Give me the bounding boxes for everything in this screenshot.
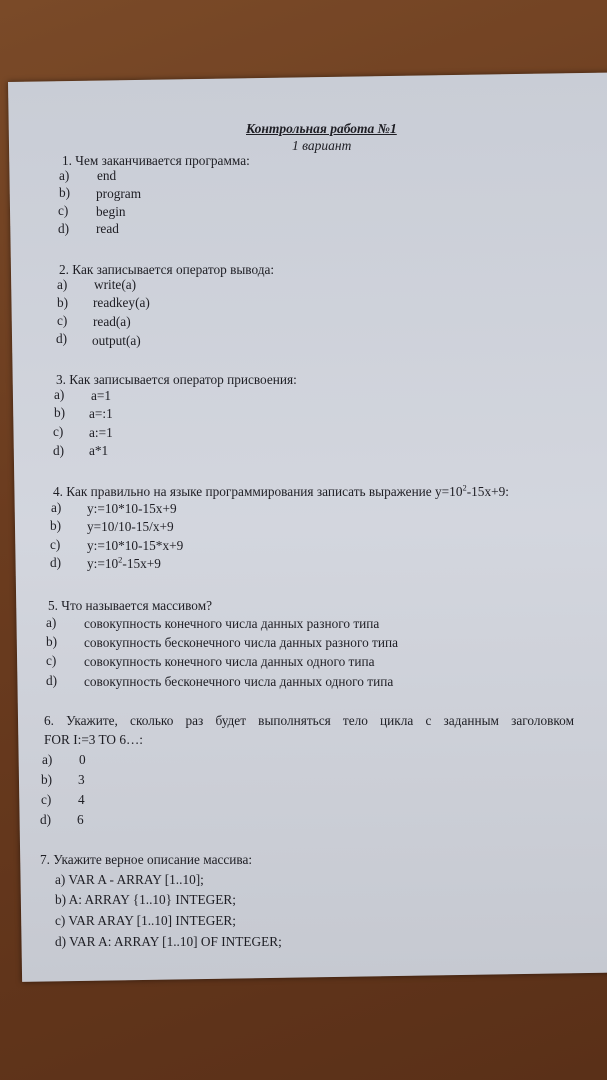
q1-option-b: program	[96, 186, 142, 201]
q4-letter-b: b)	[50, 518, 62, 533]
q7-option-b: b) A: ARRAY {1..10} INTEGER;	[55, 892, 236, 907]
q1-letter-c: c)	[58, 203, 69, 218]
q5-option-b: совокупность бесконечного числа данных разного типа	[84, 635, 398, 650]
q4-option-c: y:=10*10-15*x+9	[87, 538, 184, 553]
question-6-line2: FOR I:=3 TO 6…:	[44, 732, 143, 747]
q2-letter-d: d)	[56, 331, 68, 346]
q3-option-b: a=:1	[89, 406, 113, 421]
q4-option-b: y=10/10-15/x+9	[87, 519, 174, 534]
q6-option-c: 4	[78, 792, 85, 807]
q6-letter-a: a)	[42, 752, 53, 767]
q6-letter-d: d)	[40, 812, 52, 827]
q2-option-d: output(a)	[92, 333, 141, 348]
q3-letter-c: c)	[53, 424, 64, 439]
q6-letter-b: b)	[41, 772, 53, 787]
q3-option-a: a=1	[91, 388, 112, 403]
q4-letter-c: c)	[50, 537, 61, 552]
q2-option-b: readkey(a)	[93, 295, 150, 310]
question-3: 3. Как записывается оператор присвоения:	[56, 372, 297, 387]
q2-option-a: write(a)	[94, 277, 137, 292]
q3-letter-d: d)	[53, 443, 65, 458]
doc-title: Контрольная работа №1	[246, 121, 397, 136]
q5-letter-d: d)	[46, 673, 58, 688]
question-2: 2. Как записывается оператор вывода:	[59, 262, 275, 277]
q2-option-c: read(a)	[93, 314, 131, 329]
q5-option-c: совокупность конечного числа данных одного типа	[84, 654, 375, 669]
q2-letter-a: a)	[57, 277, 68, 292]
question-6: 6. Укажите, сколько раз будет выполняться тело цикла с заданным заголовком	[44, 713, 574, 728]
q5-option-d: совокупность бесконечного числа данных одного типа	[84, 674, 394, 689]
doc-variant: 1 вариант	[292, 138, 352, 153]
question-5: 5. Что называется массивом?	[48, 598, 213, 613]
q4-option-a: y:=10*10-15x+9	[87, 501, 177, 516]
q1-option-a: end	[97, 168, 117, 183]
q6-option-b: 3	[78, 772, 85, 787]
q7-option-a: a) VAR A - ARRAY [1..10];	[55, 872, 204, 887]
q5-letter-b: b)	[46, 634, 58, 649]
q3-letter-a: a)	[54, 387, 65, 402]
q1-option-d: read	[96, 221, 119, 236]
q5-letter-c: c)	[46, 653, 57, 668]
q4-letter-a: a)	[51, 500, 62, 515]
q2-letter-b: b)	[57, 295, 69, 310]
q3-letter-b: b)	[54, 405, 66, 420]
q5-option-a: совокупность конечного числа данных разного типа	[84, 616, 380, 631]
question-7: 7. Укажите верное описание массива:	[40, 852, 253, 867]
question-1: 1. Чем заканчивается программа:	[62, 153, 250, 168]
q1-letter-b: b)	[59, 185, 71, 200]
q6-option-d: 6	[77, 812, 84, 827]
q2-letter-c: c)	[57, 313, 68, 328]
q5-letter-a: a)	[46, 615, 57, 630]
q3-option-c: a:=1	[89, 425, 113, 440]
q4-letter-d: d)	[50, 555, 62, 570]
q6-letter-c: c)	[41, 792, 52, 807]
q1-letter-d: d)	[58, 221, 70, 236]
q1-option-c: begin	[96, 204, 126, 219]
q4-option-d: $y:=10^2-15x+9$	[87, 554, 161, 571]
q6-option-a: 0	[79, 752, 86, 767]
question-4: 4. Как правильно на языке программирования записать выражение $y=10^2-15x+9$:	[53, 482, 509, 499]
q3-option-d: a*1	[89, 443, 109, 458]
q7-option-d: d) VAR A: ARRAY [1..10] OF INTEGER;	[55, 934, 282, 949]
q1-letter-a: a)	[59, 168, 70, 183]
q7-option-c: c) VAR ARAY [1..10] INTEGER;	[55, 913, 236, 928]
